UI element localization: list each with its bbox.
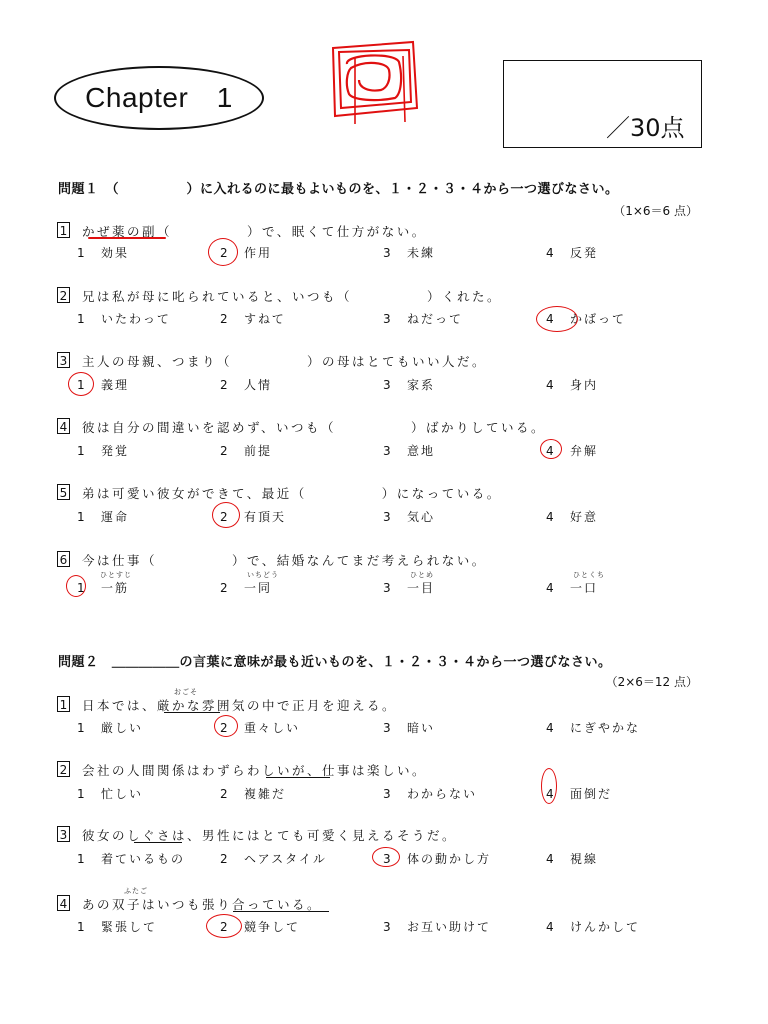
answer-circle bbox=[540, 439, 562, 459]
answer-circle bbox=[66, 575, 86, 597]
option-2: 2 一同 bbox=[220, 581, 273, 595]
furigana: ふたご bbox=[124, 887, 148, 895]
option-4: 4 けんかして bbox=[546, 920, 641, 934]
option-3: 3 体の動かし方 bbox=[383, 852, 492, 866]
question-number: 6 bbox=[57, 551, 70, 567]
furigana: ひとすじ bbox=[100, 571, 132, 579]
red-underline bbox=[88, 237, 166, 239]
option-4: 4 面倒だ bbox=[546, 787, 613, 801]
option-2: 2 作用 bbox=[220, 246, 273, 260]
section2-points: （2×6＝12 点） bbox=[605, 675, 698, 689]
option-2: 2 すねて bbox=[220, 312, 286, 326]
question-number: 4 bbox=[57, 895, 70, 911]
question-text: 日本では、厳かな雰囲気の中で正月を迎える。 bbox=[82, 698, 398, 713]
question-text: 兄は私が母に叱られていると、いつも（ ）くれた。 bbox=[82, 289, 503, 304]
option-3: 3 未練 bbox=[383, 246, 436, 260]
answer-circle bbox=[68, 372, 94, 396]
option-4: 4 弁解 bbox=[546, 444, 599, 458]
option-4: 4 身内 bbox=[546, 378, 599, 392]
question-text: 会社の人間関係はわずらわしいが、仕事は楽しい。 bbox=[82, 763, 428, 778]
option-2: 2 複雑だ bbox=[220, 787, 287, 801]
option-1: 1 義理 bbox=[77, 378, 130, 392]
option-4: 4 一口 bbox=[546, 581, 599, 595]
question-number: 1 bbox=[57, 222, 70, 238]
answer-circle bbox=[541, 768, 557, 804]
option-1: 1 いたわって bbox=[77, 312, 171, 326]
option-4: 4 反発 bbox=[546, 246, 599, 260]
option-3: 3 意地 bbox=[383, 444, 436, 458]
option-1: 1 厳しい bbox=[77, 721, 144, 735]
option-3: 3 気心 bbox=[383, 510, 436, 524]
answer-circle bbox=[212, 502, 240, 528]
option-4: 4 にぎやかな bbox=[546, 721, 641, 735]
score-total: ／30点 bbox=[606, 114, 685, 142]
target-word-underline bbox=[266, 777, 330, 778]
option-2: 2 ヘアスタイル bbox=[220, 852, 327, 866]
option-2: 2 重々しい bbox=[220, 721, 301, 735]
red-stamp-scribble bbox=[325, 38, 425, 128]
question-number: 4 bbox=[57, 418, 70, 434]
option-3: 3 暗い bbox=[383, 721, 436, 735]
question-text: かぜ薬の副（ ）で、眠くて仕方がない。 bbox=[82, 224, 427, 239]
option-1: 1 着ているもの bbox=[77, 852, 186, 866]
target-word-underline bbox=[164, 712, 220, 713]
furigana: ひとめ bbox=[410, 571, 434, 579]
answer-circle bbox=[536, 306, 578, 332]
option-1: 1 発覚 bbox=[77, 444, 130, 458]
question-text: 彼女のしぐさは、男性にはとても可愛く見えるそうだ。 bbox=[82, 828, 458, 843]
option-1: 1 忙しい bbox=[77, 787, 144, 801]
option-1: 1 運命 bbox=[77, 510, 130, 524]
question-text: 主人の母親、つまり（ ）の母はとてもいい人だ。 bbox=[82, 354, 488, 369]
option-3: 3 家系 bbox=[383, 378, 436, 392]
option-1: 1 緊張して bbox=[77, 920, 158, 934]
option-3: 3 お互い助けて bbox=[383, 920, 492, 934]
furigana: おごそ bbox=[174, 688, 198, 696]
question-text: 彼は自分の間違いを認めず、いつも（ ）ばかりしている。 bbox=[82, 420, 547, 435]
section1-title: 問題１ （ ）に入れるのに最もよいものを、１・２・３・４から一つ選びなさい。 bbox=[58, 182, 619, 197]
option-2: 2 有頂天 bbox=[220, 510, 287, 524]
chapter-title: Chapter 1 bbox=[85, 82, 233, 113]
question-text: 弟は可愛い彼女ができて、最近（ ）になっている。 bbox=[82, 486, 502, 501]
answer-circle bbox=[214, 715, 238, 737]
furigana: ひとくち bbox=[573, 571, 605, 579]
question-number: 3 bbox=[57, 826, 70, 842]
answer-circle bbox=[372, 847, 400, 867]
question-number: 2 bbox=[57, 761, 70, 777]
section2-title: 問題２ ＿＿＿＿＿の言葉に意味が最も近いものを、１・２・３・４から一つ選びなさい。 bbox=[58, 655, 612, 670]
option-3: 3 わからない bbox=[383, 787, 478, 801]
furigana: いちどう bbox=[247, 571, 279, 579]
section1-points: （1×6＝6 点） bbox=[613, 204, 698, 218]
option-2: 2 前提 bbox=[220, 444, 273, 458]
option-3: 3 一目 bbox=[383, 581, 436, 595]
question-number: 1 bbox=[57, 696, 70, 712]
question-number: 5 bbox=[57, 484, 70, 500]
option-4: 4 視線 bbox=[546, 852, 599, 866]
question-number: 3 bbox=[57, 352, 70, 368]
option-3: 3 ねだって bbox=[383, 312, 464, 326]
target-word-underline bbox=[134, 842, 182, 843]
question-text: あの双子はいつも張り合っている。 bbox=[82, 897, 323, 912]
option-2: 2 人情 bbox=[220, 378, 273, 392]
option-1: 1 効果 bbox=[77, 246, 130, 260]
option-1: 1 一筋 bbox=[77, 581, 130, 595]
question-text: 今は仕事（ ）で、結婚なんてまだ考えられない。 bbox=[82, 553, 487, 568]
question-number: 2 bbox=[57, 287, 70, 303]
answer-circle bbox=[208, 238, 238, 266]
target-word-underline bbox=[233, 911, 329, 912]
answer-circle bbox=[206, 914, 242, 938]
option-4: 4 かばって bbox=[546, 312, 627, 326]
option-2: 2 競争して bbox=[220, 920, 301, 934]
option-4: 4 好意 bbox=[546, 510, 599, 524]
